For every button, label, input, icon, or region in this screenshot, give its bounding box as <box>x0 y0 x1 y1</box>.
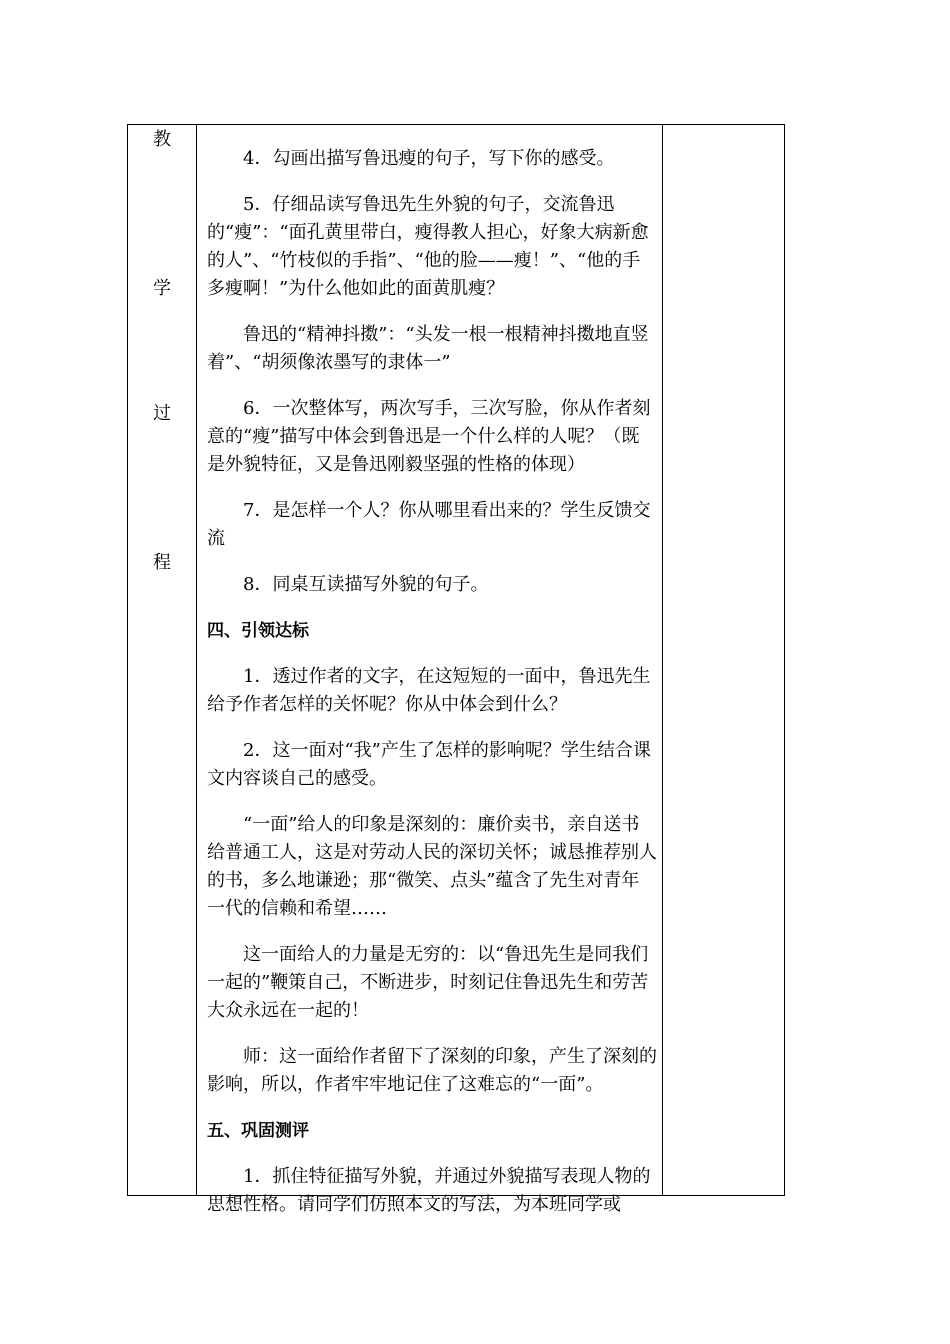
side-label-char: 学 <box>153 278 171 299</box>
side-label-char: 教 <box>153 129 171 150</box>
lesson-paragraph: 2．这一面对“我”产生了怎样的影响呢？学生结合课文内容谈自己的感受。 <box>207 740 651 789</box>
lesson-paragraph: 8．同桌互读描写外貌的句子。 <box>243 574 489 595</box>
section-heading: 五、巩固测评 <box>207 1121 309 1141</box>
lesson-paragraph: 1．透过作者的文字，在这短短的一面中，鲁迅先生给予作者怎样的关怀呢？你从中体会到什么？ <box>207 666 651 715</box>
lesson-paragraph: 4．勾画出描写鲁迅瘦的句子，写下你的感受。 <box>243 148 615 169</box>
lesson-paragraph: 5．仔细品读写鲁迅先生外貌的句子，交流鲁迅的“瘦”：“面孔黄里带白，瘦得教人担心，好象大病新愈的人”、“竹枝似的手指”、“他的脸——瘦！”、“他的手多瘦啊！”为什么他如此的面黄肌瘦？ <box>207 194 649 299</box>
lesson-paragraph: 师：这一面给作者留下了深刻的印象，产生了深刻的影响，所以，作者牢牢地记住了这难忘的“一面”。 <box>207 1046 657 1095</box>
lesson-content <box>207 145 657 1237</box>
lesson-paragraph: 7．是怎样一个人？你从哪里看出来的？学生反馈交流 <box>207 500 651 549</box>
lesson-paragraph: 这一面给人的力量是无穷的：以“鲁迅先生是同我们一起的”鞭策自己，不断进步，时刻记住鲁迅先生和劳苦大众永远在一起的！ <box>207 944 649 1021</box>
remarks-column <box>663 125 784 1195</box>
lesson-paragraph: “一面”给人的印象是深刻的：廉价卖书，亲自送书给普通工人，这是对劳动人民的深切关怀；诚恳推荐别人的书，多么地谦逊；那“微笑、点头”蕴含了先生对青年一代的信赖和希望…… <box>207 814 657 919</box>
lesson-paragraph: 6．一次整体写，两次写手，三次写脸，你从作者刻意的“瘦”描写中体会到鲁迅是一个什么样的人呢？（既是外貌特征，又是鲁迅刚毅坚强的性格的体现） <box>207 398 651 475</box>
side-label-char: 程 <box>153 552 171 573</box>
section-heading: 四、引领达标 <box>207 621 309 641</box>
side-label-char: 过 <box>153 403 171 424</box>
lesson-plan-table <box>127 124 785 1215</box>
column-divider-left <box>196 125 197 1195</box>
lesson-paragraph: 鲁迅的“精神抖擞”：“头发一根一根精神抖擞地直竖着”、“胡须像浓墨写的隶体一” <box>207 324 649 373</box>
lesson-paragraph: 1．抓住特征描写外貌，并通过外貌描写表现人物的思想性格。请同学们仿照本文的写法，为本班同学或 <box>207 1166 651 1215</box>
